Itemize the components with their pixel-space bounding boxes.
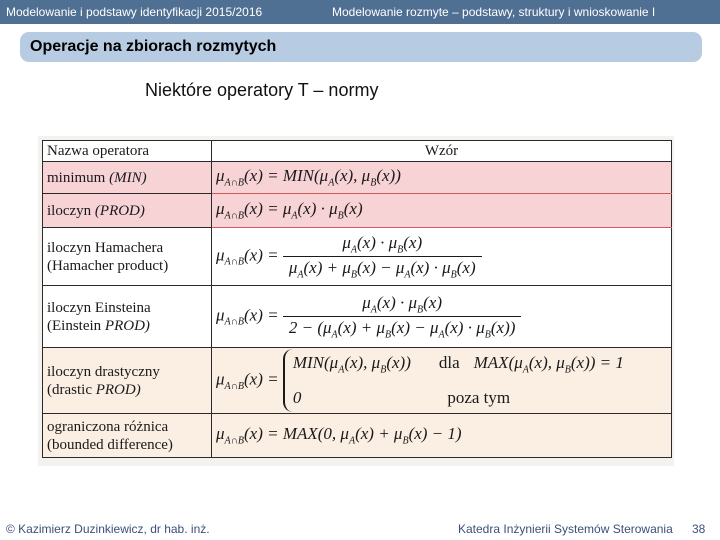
header-operator-name: Nazwa operatora: [43, 141, 212, 162]
table-header-row: [43, 141, 672, 162]
table-row: [43, 414, 672, 458]
case-otherwise: poza tym: [447, 388, 511, 408]
section-banner: [20, 32, 702, 62]
operator-tag: (MIN): [109, 169, 147, 186]
formula-fraction: $\frac{\mu_A(x) \cdot \mu_B(x)}{2 - (\mu_A(x) + \mu_B(x) - \mu_A(x) \cdot \mu_B(x))}$: [283, 293, 522, 340]
operator-name: [43, 228, 212, 286]
footer-department: Katedra Inżynierii Systemów Sterowania: [458, 522, 673, 536]
course-title: Modelowanie i podstawy identyfikacji 2015/2016: [6, 5, 263, 19]
formula: $\mu_{A\cap B}(x) = \mu_A(x) \cdot \mu_B(x)$: [212, 194, 672, 228]
formula: $\mu_{A\cap B}(x) = MAX(0$, $\mu_A(x) + \mu_B(x) - 1$): [212, 414, 672, 458]
operator-name: [43, 286, 212, 348]
table-row: [43, 194, 672, 228]
table-row: [43, 228, 672, 286]
table-row: [43, 286, 672, 348]
operator-name: [43, 162, 212, 194]
operator-name: [43, 348, 212, 414]
operator-name-text: minimum: [47, 169, 106, 186]
formula: $\mu_{A\cap B}(x)$ = $\frac{\mu_A(x) \cdot \mu_B(x)}{\mu_A(x) + \mu_B(x) - \mu_A(x) \cdot \mu_B(x)}$: [212, 228, 672, 286]
header-formula: Wzór: [212, 141, 672, 162]
formula: $\mu_{A\cap B}(x)$ = $\frac{\mu_A(x) \cdot \mu_B(x)}{2 - (\mu_A(x) + \mu_B(x) - \mu_A(x) \cdot \mu_B(x))}$: [212, 286, 672, 348]
operator-name: [43, 414, 212, 458]
operator-name-english: (bounded difference): [47, 436, 173, 453]
formula-cases: $MIN(\mu_A(x)$, $\mu_B(x)$) dla $MAX(\mu_A(x)$, $\mu_B(x)) = 1$ 0 poza tym: [283, 349, 624, 412]
tnorm-table-frame: [38, 136, 674, 466]
operator-name-english: (drastic PROD): [47, 381, 141, 398]
operator-name-english: (Hamacher product): [47, 257, 169, 274]
table-row: [43, 162, 672, 194]
operator-name-text: iloczyn: [47, 202, 92, 219]
lecture-title: Modelowanie rozmyte – podstawy, struktury i wnioskowanie I: [332, 5, 656, 19]
slide-subtitle: Niektóre operatory T – normy: [145, 80, 379, 100]
operator-name-text: iloczyn Hamachera: [47, 239, 164, 256]
operator-name-text: iloczyn drastyczny: [47, 363, 160, 380]
operator-name-text: iloczyn Einsteina: [47, 299, 151, 316]
formula: $\mu_{A\cap B}(x)$ = $MIN(\mu_A(x)$, $\mu_B(x)$) dla $MAX(\mu_A(x)$, $\mu_B(x)) = 1$ 0 poza tym: [212, 348, 672, 414]
tnorm-table: [42, 140, 672, 458]
header-bar: [0, 0, 720, 24]
operator-tag: (PROD): [94, 202, 145, 219]
formula: $\mu_{A\cap B}(x) = MIN(\mu_A(x)$, $\mu_B(x)$): [212, 162, 672, 194]
table-row: [43, 348, 672, 414]
case-condition: dla: [438, 352, 460, 372]
operator-name-text: ograniczona różnica: [47, 418, 169, 435]
footer-author: © Kazimierz Duzinkiewicz, dr hab. inż.: [6, 522, 210, 536]
formula-fraction: $\frac{\mu_A(x) \cdot \mu_B(x)}{\mu_A(x) + \mu_B(x) - \mu_A(x) \cdot \mu_B(x)}$: [283, 233, 482, 280]
operator-name-english: (Einstein PROD): [47, 317, 150, 334]
page-number: 38: [692, 522, 706, 536]
operator-name: [43, 194, 212, 228]
section-title: Operacje na zbiorach rozmytych: [30, 38, 277, 55]
